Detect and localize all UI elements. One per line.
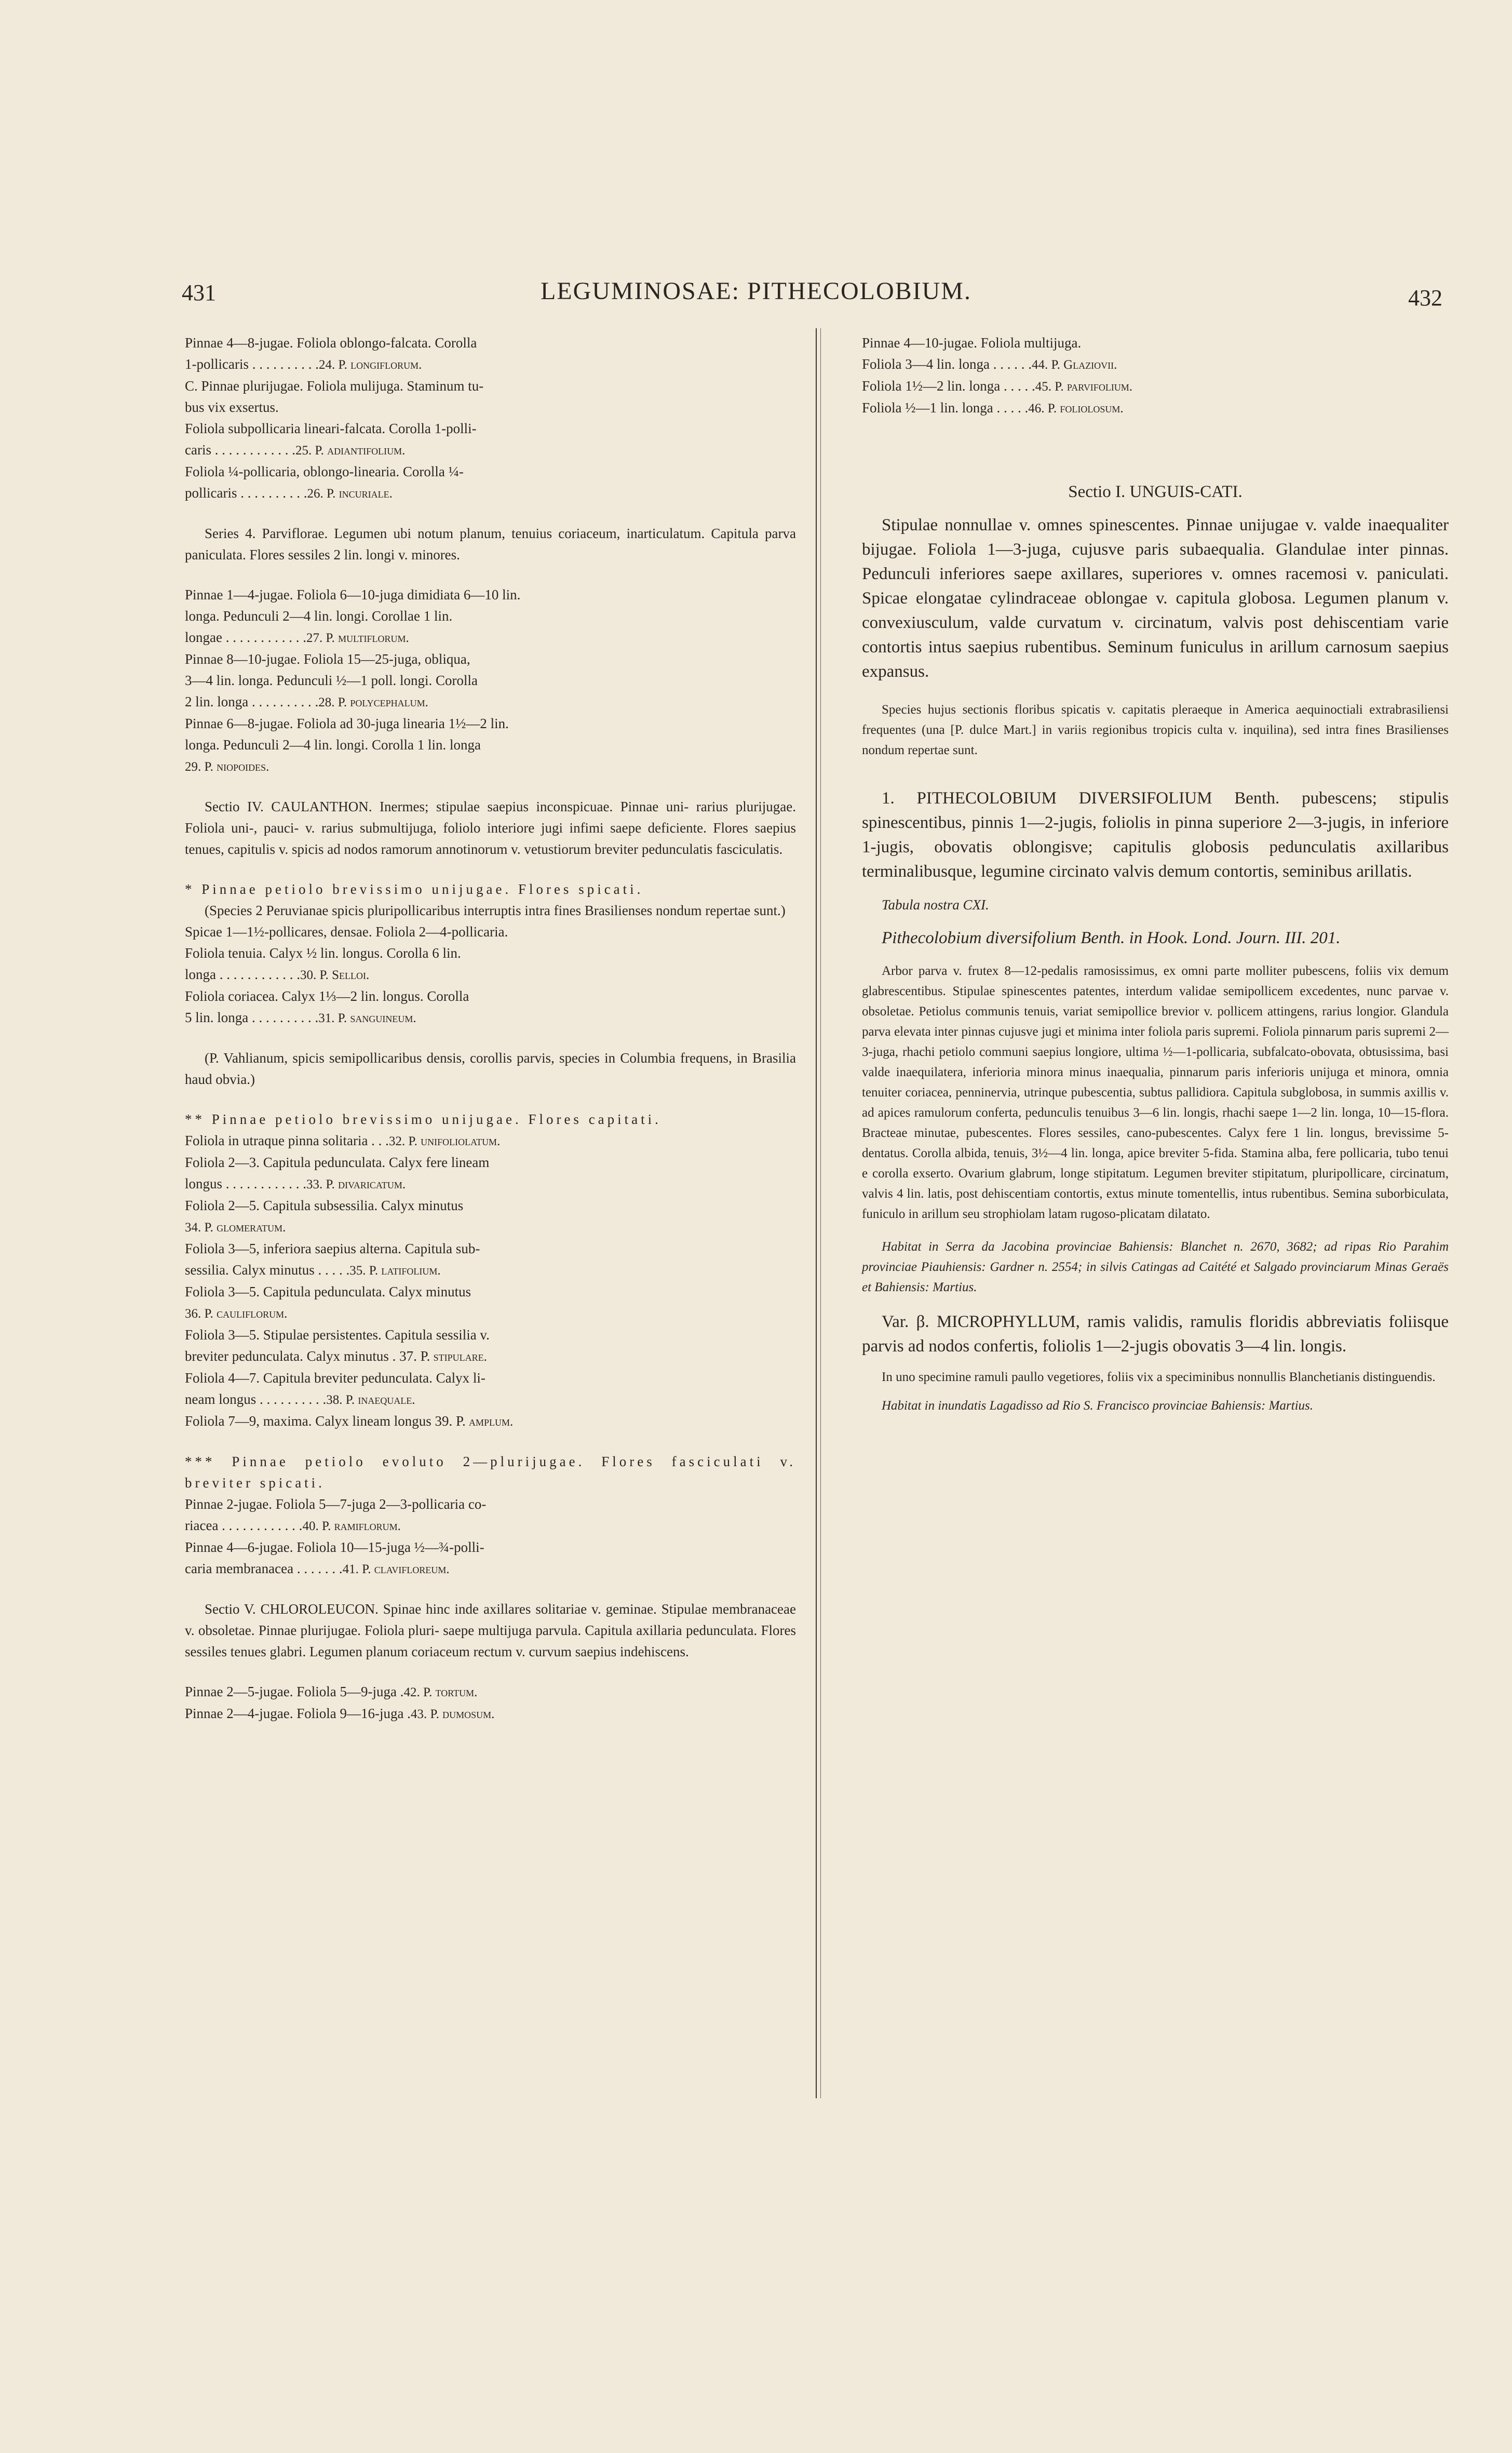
key-line — [185, 1238, 796, 1259]
species-1-text: pubescens; stipulis spinescentibus, pinnis 1—2-jugis, foliolis in pinna superiore 2—3-jugis, in inferiore 1-jugis, obovatis oblongisve; capitulis globosis pedunculatis axillaribus terminalibusque, legumine circinato valvis demum contortis, seminibus arillatis. — [862, 789, 1449, 881]
key-text: Pinnae 2-jugae. Foliola 5—7-juga 2—3-pollicaria co- — [185, 1496, 487, 1512]
species-1-title: 1. PITHECOLOBIUM DIVERSIFOLIUM Benth. — [882, 789, 1280, 808]
key-line — [185, 1195, 796, 1216]
key-line — [185, 986, 796, 1007]
key-text: riacea . . . . . . . . . . . . — [185, 1518, 303, 1533]
series-4-text: Series 4. Parviflorae. Legumen ubi notum planum, tenuius coriaceum, inarticulatum. Capitula parva paniculata. Flores sessiles 2 lin. longi v. minores. — [185, 526, 796, 562]
species-number: 43. P. — [410, 1707, 439, 1721]
key-line — [185, 1303, 796, 1324]
species-name: tortum. — [435, 1685, 478, 1699]
key-text: longa . . . . . . . . . . . . — [185, 967, 300, 982]
key-text: Pinnae 4—8-jugae. Foliola oblongo-falcata. Corolla — [185, 335, 477, 351]
species-number: 38. P. — [326, 1393, 355, 1407]
key-result — [302, 1519, 400, 1533]
key-line — [185, 627, 796, 649]
key-line — [185, 1411, 796, 1432]
group-2-heading: ** Pinnae petiolo brevissimo unijugae. Flores capitati. — [185, 1111, 662, 1127]
key-result — [306, 1177, 406, 1191]
key-line — [185, 461, 796, 482]
species-number: 25. P. — [295, 444, 324, 458]
sectio-1-title: Sectio I. UNGUIS-CATI. — [1068, 482, 1243, 501]
key-line — [185, 1681, 796, 1703]
key-text: Foliola ½—1 lin. longa . . . . . — [862, 400, 1029, 415]
key-result — [389, 1134, 500, 1148]
species-number: 24. P. — [318, 358, 347, 372]
key-line — [185, 1558, 796, 1580]
key-line — [185, 376, 796, 397]
page-header — [0, 274, 1512, 321]
species-1-morphology: Arbor parva v. frutex 8—12-pedalis ramosissimus, ex omni parte molliter pubescens, foliis vix demum glabrescentibus. Stipulae spinescentes patentes, interdum validae semipollicem excedentes, nunc parvae v. obsoletae. Petiolus communis tenuis, variat semipollice brevior v. pollicem attingens, rarius longior. Glandula parva elevata inter pinnas cujusve jugi et minima inter foliola paris supremi. Foliola pinnarum paris supremi 2—3-juga, rhachi petiolo communi saepius longiore, ultima ½—1-pollicaria, subfalcato-obovata, obtusissima, basi valde inaequilatera, inferioria minora minus inaequalia, pinnarum paris inferioris unijuga et minora, omnia tenuiter coriacea, penninervia, utrinque pubescentia, subtus pallidiora. Capitula subglobosa, in summis axillis v. ad apices ramulorum conferta, pedunculis tenuibus 3—6 lin. longis, rhachi saepe 1—2 lin. longa, 10—15-flora. Bracteae minutae, pubescentes. Flores sessiles, cano-pubescentes. Calyx fere 1 lin. longus, brevissime 5-dentatus. Corolla albida, tenuis, 3½—4 lin. longa, apice breviter 5-fida. Stamina alba, fere pollicaria, tubo tenui e corolla exserto. Ovarium glabrum, longe stipitatum. Legumen breviter stipitatum, pluripollicare, circinatum, valvis 4 lin. latis, post dehiscentiam contortis, extus minute tomentellis, intus rubentibus. Semina suborbiculata, funiculo in arillum seu strophiolam latam rugoso-plicatam dilatato. — [862, 964, 1449, 1221]
key-text: 2 lin. longa . . . . . . . . . . — [185, 694, 319, 709]
species-name: amplum. — [468, 1415, 514, 1429]
key-text: caria membranacea . . . . . . . — [185, 1561, 343, 1576]
key-line — [185, 439, 796, 461]
key-result — [326, 1393, 415, 1407]
species-name: parvifolium. — [1066, 380, 1133, 394]
key-text: sessilia. Calyx minutus . . . . . — [185, 1262, 350, 1278]
key-text: Foliola ¼-pollicaria, oblongo-linearia. Corolla ¼- — [185, 464, 464, 479]
key-line — [185, 1130, 796, 1152]
key-result — [430, 1350, 487, 1364]
key-line — [185, 1389, 796, 1411]
species-number: 44. P. — [1032, 358, 1060, 372]
key-text: pollicaris . . . . . . . . . . — [185, 485, 307, 501]
key-text: Foliola 1½—2 lin. longa . . . . . — [862, 378, 1035, 394]
key-result — [307, 487, 392, 501]
key-text: Pinnae 1—4-jugae. Foliola 6—10-juga dimidiata 6—10 lin. — [185, 587, 521, 602]
key-line — [185, 1346, 796, 1368]
page-number-left: 431 — [182, 280, 216, 305]
key-line — [185, 943, 796, 964]
species-name: foliolosum. — [1060, 401, 1124, 415]
key-text: Pinnae 4—6-jugae. Foliola 10—15-juga ½—¾-polli- — [185, 1539, 484, 1555]
key-line — [185, 1173, 796, 1195]
left-column — [185, 332, 796, 1725]
species-name: incuriale. — [339, 487, 393, 501]
group-1-heading: * Pinnae petiolo brevissimo unijugae. Flores spicati. — [185, 881, 644, 897]
key-result — [319, 358, 422, 372]
key-block-4 — [185, 1130, 796, 1432]
key-line — [185, 482, 796, 504]
species-number: 46. P. — [1028, 401, 1057, 415]
key-text: Pinnae 2—4-jugae. Foliola 9—16-juga . — [185, 1706, 411, 1721]
key-text: Foliola 4—7. Capitula breviter pedunculata. Calyx li- — [185, 1370, 485, 1386]
key-result — [1032, 358, 1117, 372]
key-line — [185, 397, 796, 418]
species-number: 28. P. — [318, 695, 347, 709]
species-name: ramiflorum. — [334, 1519, 401, 1533]
key-result — [318, 695, 428, 709]
key-result — [185, 1221, 286, 1235]
species-number: 26. P. — [307, 487, 336, 501]
key-line — [185, 756, 796, 778]
key-line — [185, 1259, 796, 1281]
page-number-right: 432 — [1408, 285, 1442, 311]
species-name: Glaziovii. — [1063, 358, 1117, 372]
species-number: 40. P. — [302, 1519, 331, 1533]
key-text: Foliola 3—5, inferiora saepius alterna. Capitula sub- — [185, 1241, 480, 1256]
key-block-right-1 — [862, 332, 1449, 419]
key-line — [185, 691, 796, 713]
key-text: longae . . . . . . . . . . . . — [185, 629, 306, 645]
key-line — [862, 397, 1449, 419]
habitat-1: Habitat in Serra da Jacobina provinciae Bahiensis: Blanchet n. 2670, 3682; ad ripas Rio Parahim provinciae Piauhiensis: Gardner n. 2554; in silvis Catingas ad Caitété et Salgado provinciarum Minas Geraës et Bahiensis: Martius. — [862, 1240, 1449, 1294]
species-name: divaricatum. — [338, 1177, 406, 1191]
key-line — [862, 354, 1449, 376]
species-name: sanguineum. — [350, 1011, 416, 1025]
key-text: breviter pedunculata. Calyx minutus . 37. P. — [185, 1348, 430, 1364]
sectio-1-text: Stipulae nonnullae v. omnes spinescentes. Pinnae unijugae v. valde inaequaliter bijugae. Foliola 1—3-juga, cujusve paris subaequalia. Glandulae inter pinnas. Pedunculi inferiores saepe axillares, superiores v. omnes racemosi v. paniculati. Spicae elongatae cylindraceae oblongae v. capitula globosa. Legumen planum v. convexiusculum, valde curvatum v. circinatum, valvis post dehiscentiam varie contortis intus saepius rubentibus. Seminum funiculus in arillum carnosum saepius expansus. — [862, 516, 1449, 681]
key-line — [185, 584, 796, 606]
species-number: 31. P. — [318, 1011, 347, 1025]
key-result — [318, 1011, 416, 1025]
key-line — [185, 713, 796, 734]
key-line — [185, 1537, 796, 1558]
key-text: 1-pollicaris . . . . . . . . . . — [185, 356, 319, 372]
key-line — [185, 1494, 796, 1515]
species-number: 29. P. — [185, 760, 213, 774]
key-line — [185, 332, 796, 354]
species-name: polycephalum. — [350, 695, 428, 709]
key-line — [185, 1368, 796, 1389]
key-line — [185, 734, 796, 756]
species-number: 41. P. — [342, 1562, 371, 1576]
key-result — [403, 1685, 477, 1699]
key-line — [185, 1515, 796, 1537]
key-text: Pinnae 8—10-jugae. Foliola 15—25-juga, obliqua, — [185, 651, 470, 667]
habitat-2: Habitat in inundatis Lagadisso ad Rio S. Francisco provinciae Bahiensis: Martius. — [882, 1399, 1313, 1413]
key-text: longa. Pedunculi 2—4 lin. longi. Corollae 1 lin. — [185, 608, 453, 624]
variety-beta: Var. β. MICROPHYLLUM, ramis validis, ramulis floridis abbreviatis foliisque parvis ad nodos confertis, foliolis 1—2-jugis obovatis 3—4 lin. longis. — [862, 1312, 1449, 1356]
key-text: 3—4 lin. longa. Pedunculi ½—1 poll. longi. Corolla — [185, 673, 478, 688]
key-result — [1035, 380, 1132, 394]
running-title: LEGUMINOSAE: PITHECOLOBIUM. — [541, 277, 971, 305]
key-result — [411, 1707, 494, 1721]
key-block-5 — [185, 1494, 796, 1580]
key-text: longus . . . . . . . . . . . . — [185, 1176, 307, 1191]
key-line — [185, 1281, 796, 1303]
column-divider — [816, 328, 817, 2098]
key-line — [862, 332, 1449, 354]
key-text: Foliola coriacea. Calyx 1⅓—2 lin. longus. Corolla — [185, 988, 469, 1004]
sectio-5-text: Sectio V. CHLOROLEUCON. Spinae hinc inde axillares solitariae v. geminae. Stipulae membranaceae v. obsoletae. Pinnae plurijugae. Foliola pluri- saepe multijuga parvula. Capitula axillaria pedunculata. Flores sessiles tenues glabri. Legumen planum coriaceum rectum v. curvum saepius indehiscens. — [185, 1601, 796, 1659]
species-name: unifoliolatum. — [421, 1134, 501, 1148]
key-line — [185, 921, 796, 943]
key-line — [185, 354, 796, 376]
key-result — [300, 968, 369, 982]
key-line — [185, 964, 796, 986]
species-name: dumosum. — [442, 1707, 495, 1721]
species-name: longiflorum. — [350, 358, 422, 372]
key-block-6 — [185, 1681, 796, 1725]
key-result — [466, 1415, 514, 1429]
key-line — [185, 1216, 796, 1238]
species-number: 32. P. — [388, 1134, 417, 1148]
species-number: 33. P. — [306, 1177, 335, 1191]
species-name: Selloi. — [332, 968, 370, 982]
key-line — [185, 606, 796, 627]
species-number: 36. P. — [185, 1307, 213, 1321]
key-text: Foliola 2—5. Capitula subsessilia. Calyx minutus — [185, 1198, 464, 1213]
species-name: niopoides. — [217, 760, 269, 774]
vahlianum-note: (P. Vahlianum, spicis semipollicaribus densis, corollis parvis, species in Columbia frequens, in Brasilia haud obvia.) — [185, 1050, 796, 1087]
species-number: 42. P. — [403, 1685, 433, 1699]
key-line — [185, 1703, 796, 1725]
species-name: clavifloreum. — [374, 1562, 450, 1576]
key-line — [862, 376, 1449, 397]
key-text: Foliola 3—5. Stipulae persistentes. Capitula sessilia v. — [185, 1327, 490, 1343]
citation: Pithecolobium diversifolium Benth. in Hook. Lond. Journ. III. 201. — [882, 929, 1341, 947]
key-text: Foliola 7—9, maxima. Calyx lineam longus 39. P. — [185, 1413, 466, 1429]
species-number: 27. P. — [306, 631, 335, 645]
key-text: longa. Pedunculi 2—4 lin. longi. Corolla 1 lin. longa — [185, 737, 481, 753]
tabula-reference: Tabula nostra CXI. — [882, 897, 989, 913]
key-text: C. Pinnae plurijugae. Foliola mulijuga. Staminum tu- — [185, 378, 484, 394]
species-name: inaequale. — [358, 1393, 415, 1407]
key-block-1 — [185, 332, 796, 504]
species-1-description — [862, 786, 1449, 884]
species-name: adiantifolium. — [327, 444, 406, 458]
key-block-2 — [185, 584, 796, 778]
group-3-heading: *** Pinnae petiolo evoluto 2—plurijugae. Flores fasciculati v. breviter spicati. — [185, 1454, 796, 1491]
key-text: 5 lin. longa . . . . . . . . . . — [185, 1010, 319, 1025]
key-text: Foliola subpollicaria lineari-falcata. Corolla 1-polli- — [185, 421, 477, 436]
key-block-3 — [185, 921, 796, 1029]
right-column — [862, 332, 1449, 1416]
key-text: bus vix exsertus. — [185, 399, 279, 415]
key-line — [185, 1324, 796, 1346]
species-number: 30. P. — [300, 968, 329, 982]
key-result — [343, 1562, 450, 1576]
key-text: Pinnae 2—5-jugae. Foliola 5—9-juga . — [185, 1684, 404, 1699]
key-result — [185, 1307, 287, 1321]
sectio-4-text: Sectio IV. CAULANTHON. Inermes; stipulae saepius inconspicuae. Pinnae uni- rarius plurijugae. Foliola uni-, pauci- v. rarius submultijuga, foliolo interiore jugi infimi saepe deficiente. Flores saepius tenues, capitulis v. spicis ad nodos ramorum annotinorum v. vetustiorum breviter pedunculatis fasciculatis. — [185, 799, 796, 857]
key-result — [185, 760, 269, 774]
key-result — [295, 444, 405, 458]
key-result — [349, 1264, 440, 1278]
variety-note: In uno specimine ramuli paullo vegetiores, foliis vix a speciminibus nonnullis Blanchetianis distinguendis. — [882, 1370, 1436, 1384]
species-note: Species hujus sectionis floribus spicatis v. capitatis pleraeque in America aequinoctiali extrabrasiliensi frequentes (una [P. dulce Mart.] in variis regionibus tropicis culta v. inquilina), sed intra fines Brasilienses nondum repertae sunt. — [862, 703, 1449, 757]
group-1-note: (Species 2 Peruvianae spicis pluripollicaribus interruptis intra fines Brasilienses nondum repertae sunt.) — [205, 903, 786, 918]
key-text: Foliola 3—4 lin. longa . . . . . . — [862, 356, 1032, 372]
key-text: neam longus . . . . . . . . . . — [185, 1391, 327, 1407]
species-number: 35. P. — [349, 1264, 379, 1278]
column-divider-inner — [820, 328, 821, 2098]
species-number: 34. P. — [185, 1221, 213, 1235]
key-text: Spicae 1—1½-pollicares, densae. Foliola 2—4-pollicaria. — [185, 924, 508, 940]
key-line — [185, 649, 796, 670]
key-text: Foliola 2—3. Capitula pedunculata. Calyx fere lineam — [185, 1155, 490, 1170]
species-name: glomeratum. — [217, 1221, 286, 1235]
key-text: Foliola tenuia. Calyx ½ lin. longus. Corolla 6 lin. — [185, 945, 461, 961]
species-name: latifolium. — [381, 1264, 441, 1278]
key-line — [185, 670, 796, 691]
species-name: multiflorum. — [338, 631, 409, 645]
key-line — [185, 1007, 796, 1029]
key-text: Pinnae 6—8-jugae. Foliola ad 30-juga linearia 1½—2 lin. — [185, 716, 509, 731]
key-text: Foliola 3—5. Capitula pedunculata. Calyx minutus — [185, 1284, 471, 1299]
key-result — [306, 631, 409, 645]
key-text: caris . . . . . . . . . . . . — [185, 442, 295, 458]
key-result — [1028, 401, 1123, 415]
key-text: Pinnae 4—10-jugae. Foliola multijuga. — [862, 335, 1082, 351]
key-line — [185, 1152, 796, 1173]
key-line — [185, 418, 796, 439]
key-text: Foliola in utraque pinna solitaria . . . — [185, 1133, 389, 1148]
species-name: stipulare. — [433, 1350, 487, 1364]
species-name: cauliflorum. — [217, 1307, 288, 1321]
species-number: 45. P. — [1035, 380, 1064, 394]
